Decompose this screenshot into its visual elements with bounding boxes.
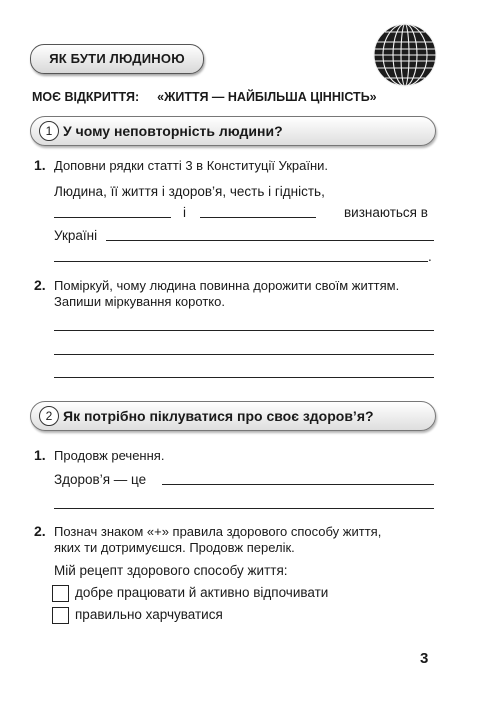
discovery-label: МОЄ ВІДКРИТТЯ: xyxy=(32,90,140,104)
s2-task1-text: Продовж речення. xyxy=(54,448,165,463)
recipe-title: Мій рецепт здорового способу життя: xyxy=(54,563,288,578)
section-2-header xyxy=(30,401,436,431)
s1-task2-text-line2: Запиши міркування коротко. xyxy=(54,294,225,309)
checkbox[interactable] xyxy=(52,607,69,624)
s1-task1-text: Доповни рядки статті 3 в Конституції України. xyxy=(54,158,329,173)
section-2-number: 2 xyxy=(39,406,59,426)
page-number: 3 xyxy=(420,650,429,667)
answer-line[interactable] xyxy=(162,484,434,485)
s2-task2-number: 2. xyxy=(34,523,46,539)
section-1-number: 1 xyxy=(39,121,59,141)
answer-line[interactable] xyxy=(54,330,434,331)
section-1-title: У чому неповторність людини? xyxy=(63,123,283,139)
checkbox[interactable] xyxy=(52,585,69,602)
lesson-title-badge xyxy=(30,44,204,74)
section-1-header xyxy=(30,116,436,146)
section-2-title: Як потрібно піклуватися про своє здоров’я? xyxy=(63,408,374,424)
answer-blank[interactable] xyxy=(200,217,316,218)
recipe-item: добре працювати й активно відпочивати xyxy=(75,585,329,600)
health-is-text: Здоров’я — це xyxy=(54,472,147,487)
constitution-line-1: Людина, її життя і здоров’я, честь і гідність, xyxy=(54,184,325,199)
answer-line[interactable] xyxy=(54,261,428,262)
s1-task2-text-line1: Поміркуй, чому людина повинна дорожити своїм життям. xyxy=(54,278,400,293)
discovery-text: «ЖИТТЯ — НАЙБІЛЬША ЦІННІСТЬ» xyxy=(157,90,377,104)
s2-task2-text-line2: яких ти дотримуєшся. Продовж перелік. xyxy=(54,540,295,555)
globe-icon xyxy=(372,22,438,88)
conjunction-and: і xyxy=(183,205,186,220)
s2-task1-number: 1. xyxy=(34,447,46,463)
ukraine-text: Україні xyxy=(54,228,98,243)
answer-line[interactable] xyxy=(54,354,434,355)
answer-blank[interactable] xyxy=(54,217,171,218)
answer-line[interactable] xyxy=(106,240,434,241)
recipe-item: правильно харчуватися xyxy=(75,607,223,622)
recognized-text: визнаються в xyxy=(344,205,428,220)
lesson-title: ЯК БУТИ ЛЮДИНОЮ xyxy=(49,51,185,66)
answer-line[interactable] xyxy=(54,508,434,509)
s2-task2-text-line1: Познач знаком «+» правила здорового способу життя, xyxy=(54,524,382,539)
s1-task2-number: 2. xyxy=(34,277,46,293)
s1-task1-number: 1. xyxy=(34,157,46,173)
answer-line[interactable] xyxy=(54,377,434,378)
discovery-line xyxy=(32,90,377,104)
period-text: . xyxy=(428,249,432,264)
